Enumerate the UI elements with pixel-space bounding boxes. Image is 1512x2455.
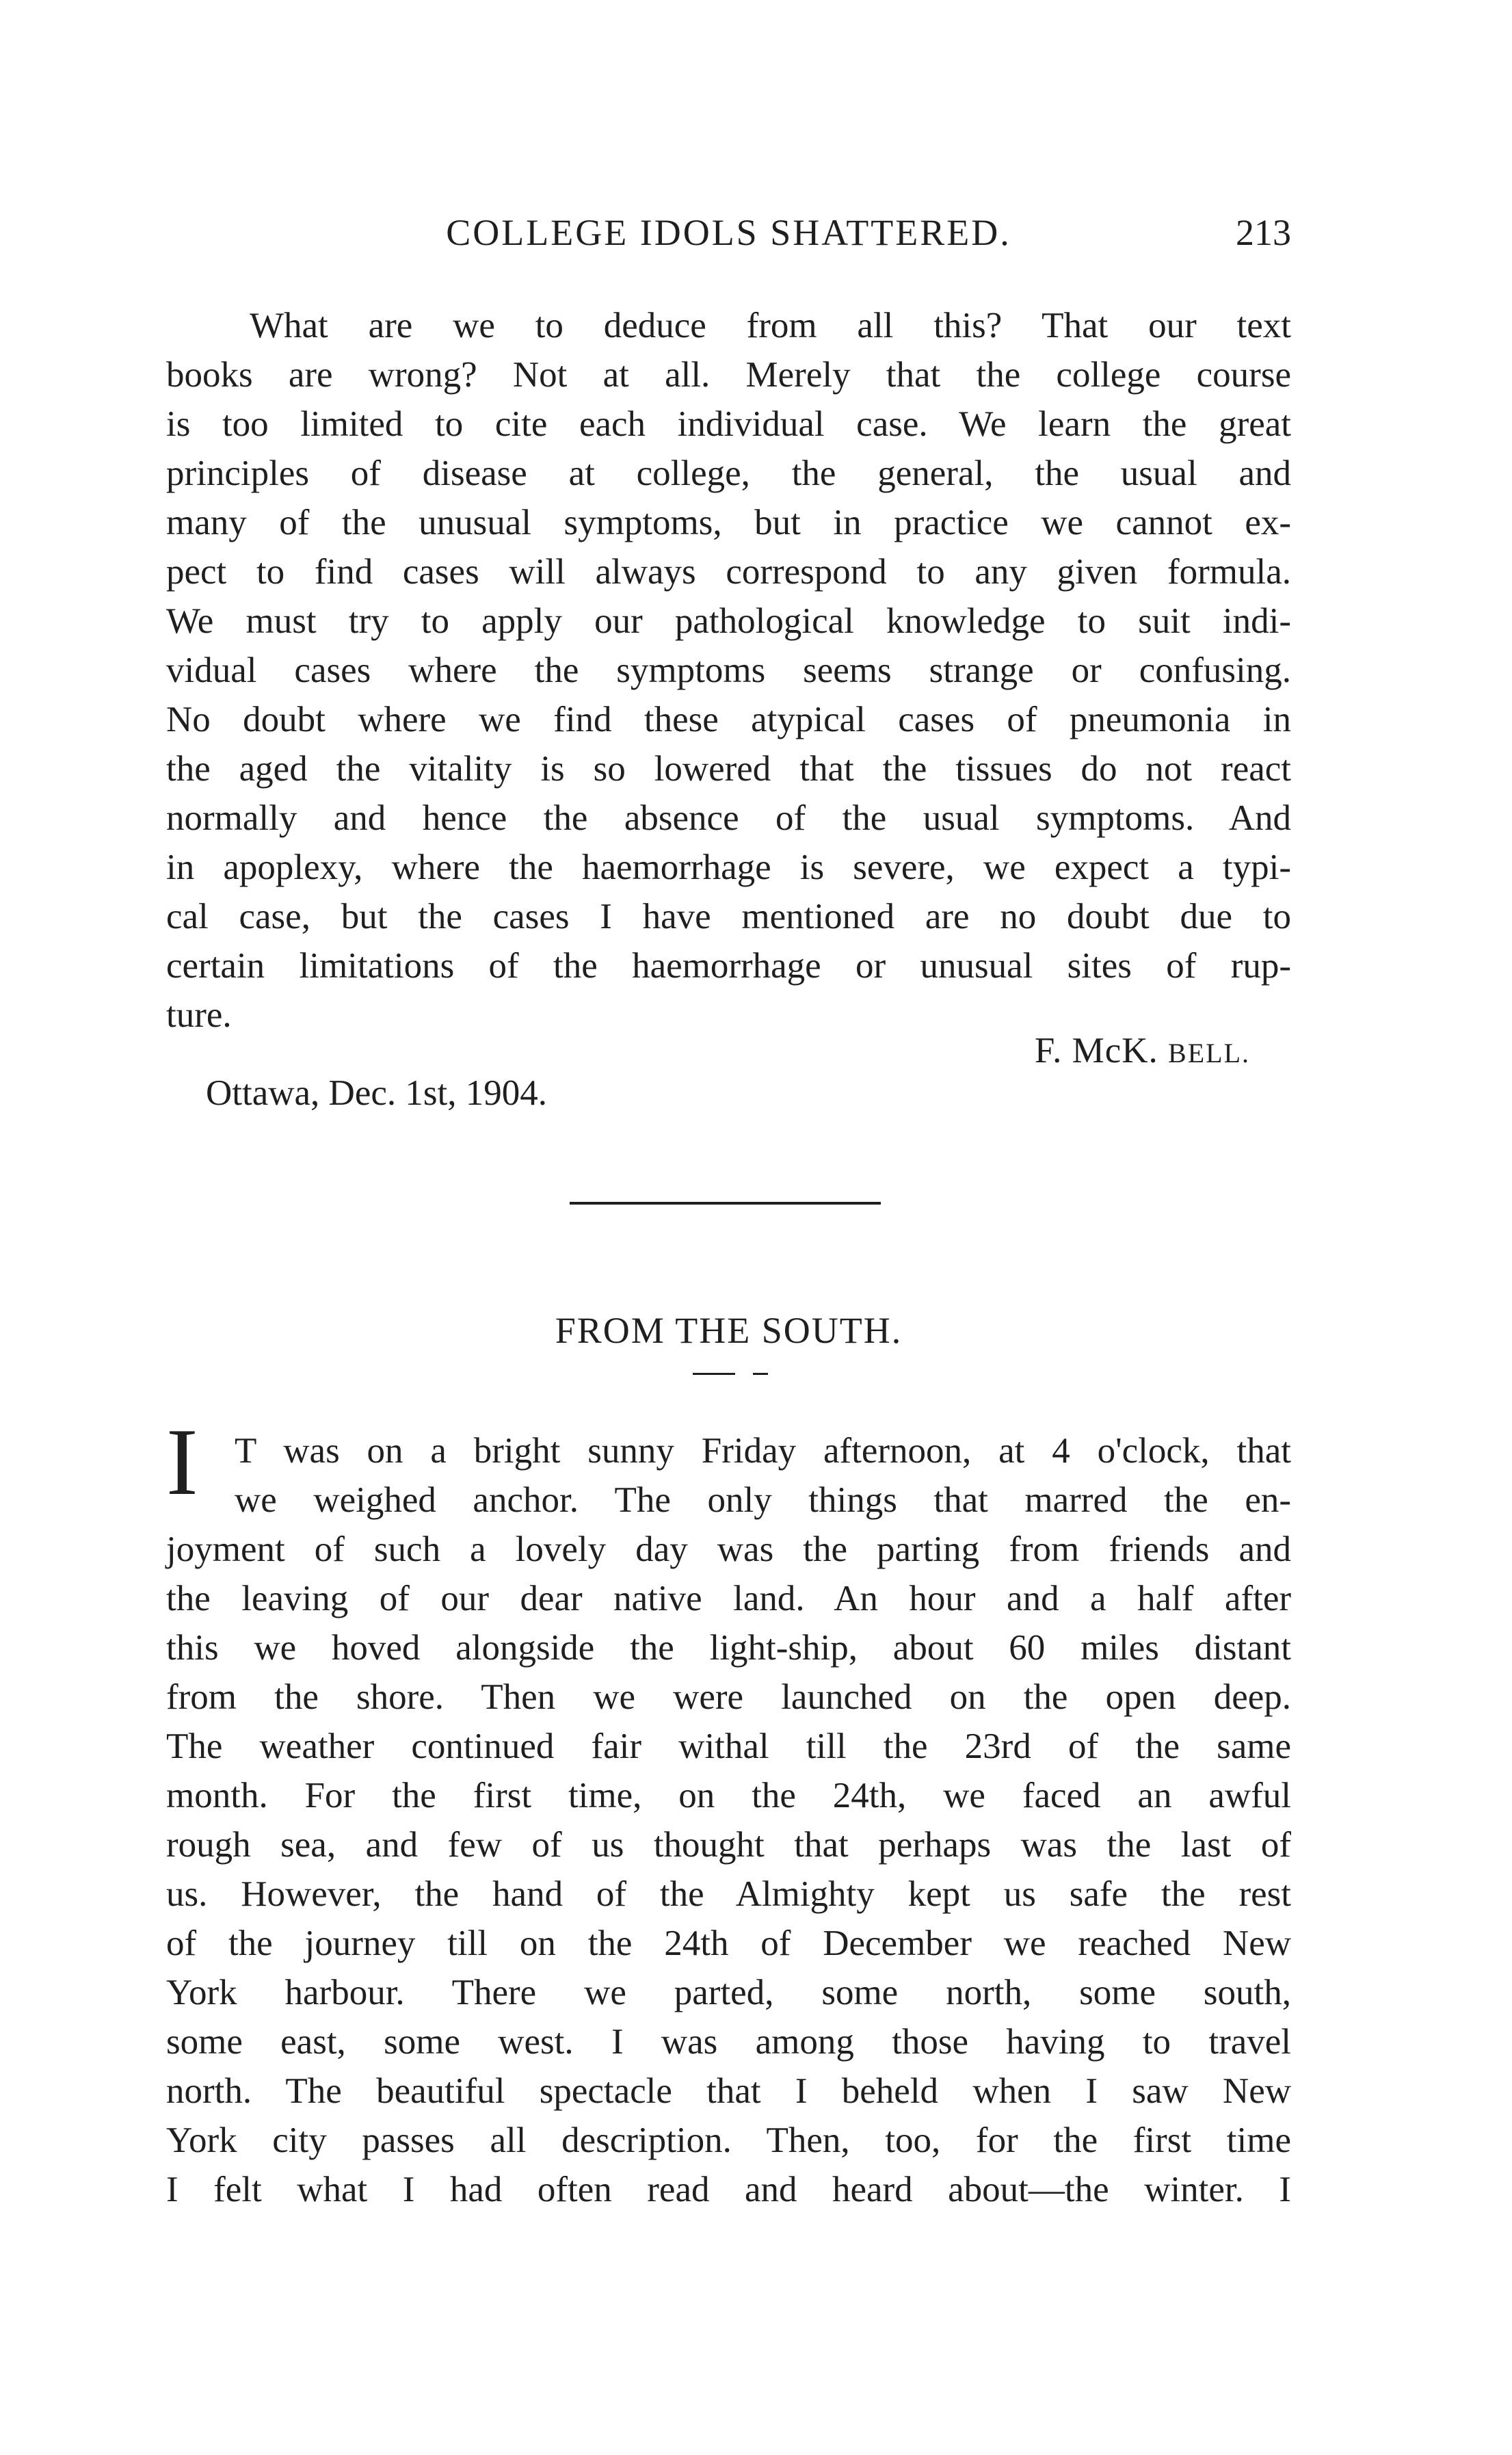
- text-line: cal case, but the cases I have mentioned are no doubt due to: [166, 897, 1291, 936]
- text-line: joyment of such a lovely day was the parting from friends and: [166, 1530, 1291, 1569]
- signature-surname: BELL.: [1168, 1038, 1250, 1068]
- text-line: some east, some west. I was among those having to travel: [166, 2022, 1291, 2062]
- text-line: is too limited to cite each individual case. We learn the great: [166, 404, 1291, 444]
- text-line: the aged the vitality is so lowered that the tissues do not react: [166, 749, 1291, 789]
- text-line: the leaving of our dear native land. An hour and a half after: [166, 1579, 1291, 1618]
- text-line: us. However, the hand of the Almighty kept us safe the rest: [166, 1874, 1291, 1914]
- text-line: certain limitations of the haemorrhage or unusual sites of rup-: [166, 946, 1291, 986]
- text-line: this we hoved alongside the light-ship, about 60 miles distant: [166, 1628, 1291, 1668]
- text-line: I felt what I had often read and heard about—the winter. I: [166, 2170, 1291, 2209]
- text-line: York city passes all description. Then, too, for the first time: [166, 2121, 1291, 2160]
- author-signature: [1035, 1026, 1250, 1078]
- text-line: of the journey till on the 24th of December we reached New: [166, 1924, 1291, 1963]
- running-title: COLLEGE IDOLS SHATTERED.: [446, 212, 1011, 253]
- text-line: we weighed anchor. The only things that marred the en-: [235, 1480, 1291, 1520]
- text-line: many of the unusual symptoms, but in practice we cannot ex-: [166, 503, 1291, 542]
- text-line: ture.: [166, 995, 232, 1035]
- page-number: 213: [1236, 212, 1291, 253]
- text-line: rough sea, and few of us thought that perhaps was the last of: [166, 1825, 1291, 1865]
- title-ornament-dash: [693, 1373, 768, 1375]
- text-line: north. The beautiful spectacle that I beheld when I saw New: [166, 2071, 1291, 2111]
- text-line: in apoplexy, where the haemorrhage is severe, we expect a typi-: [166, 848, 1291, 887]
- text-line: from the shore. Then we were launched on the open deep.: [166, 1677, 1291, 1717]
- text-line: What are we to deduce from all this? That our text: [250, 306, 1291, 345]
- text-line: York harbour. There we parted, some north, some south,: [166, 1973, 1291, 2012]
- text-line: books are wrong? Not at all. Merely that the college course: [166, 355, 1291, 395]
- running-head: [166, 205, 1291, 260]
- dateline: Ottawa, Dec. 1st, 1904.: [206, 1073, 547, 1113]
- text-line: T was on a bright sunny Friday afternoon, at 4 o'clock, that: [235, 1431, 1291, 1471]
- text-line: The weather continued fair withal till the 23rd of the same: [166, 1727, 1291, 1766]
- text-line: normally and hence the absence of the usual symptoms. And: [166, 798, 1291, 838]
- signature-name: F. McK.: [1034, 1031, 1169, 1071]
- text-line: No doubt where we find these atypical cases of pneumonia in: [166, 700, 1291, 739]
- text-line: principles of disease at college, the general, the usual and: [166, 454, 1291, 493]
- text-line: month. For the first time, on the 24th, we faced an awful: [166, 1776, 1291, 1815]
- drop-cap: I: [166, 1409, 198, 1515]
- section-title: FROM THE SOUTH.: [555, 1310, 903, 1351]
- text-line: We must try to apply our pathological knowledge to suit indi-: [166, 601, 1291, 641]
- text-line: vidual cases where the symptoms seems strange or confusing.: [166, 651, 1291, 690]
- text-line: pect to find cases will always correspond to any given formula.: [166, 552, 1291, 592]
- section-divider: [570, 1202, 881, 1205]
